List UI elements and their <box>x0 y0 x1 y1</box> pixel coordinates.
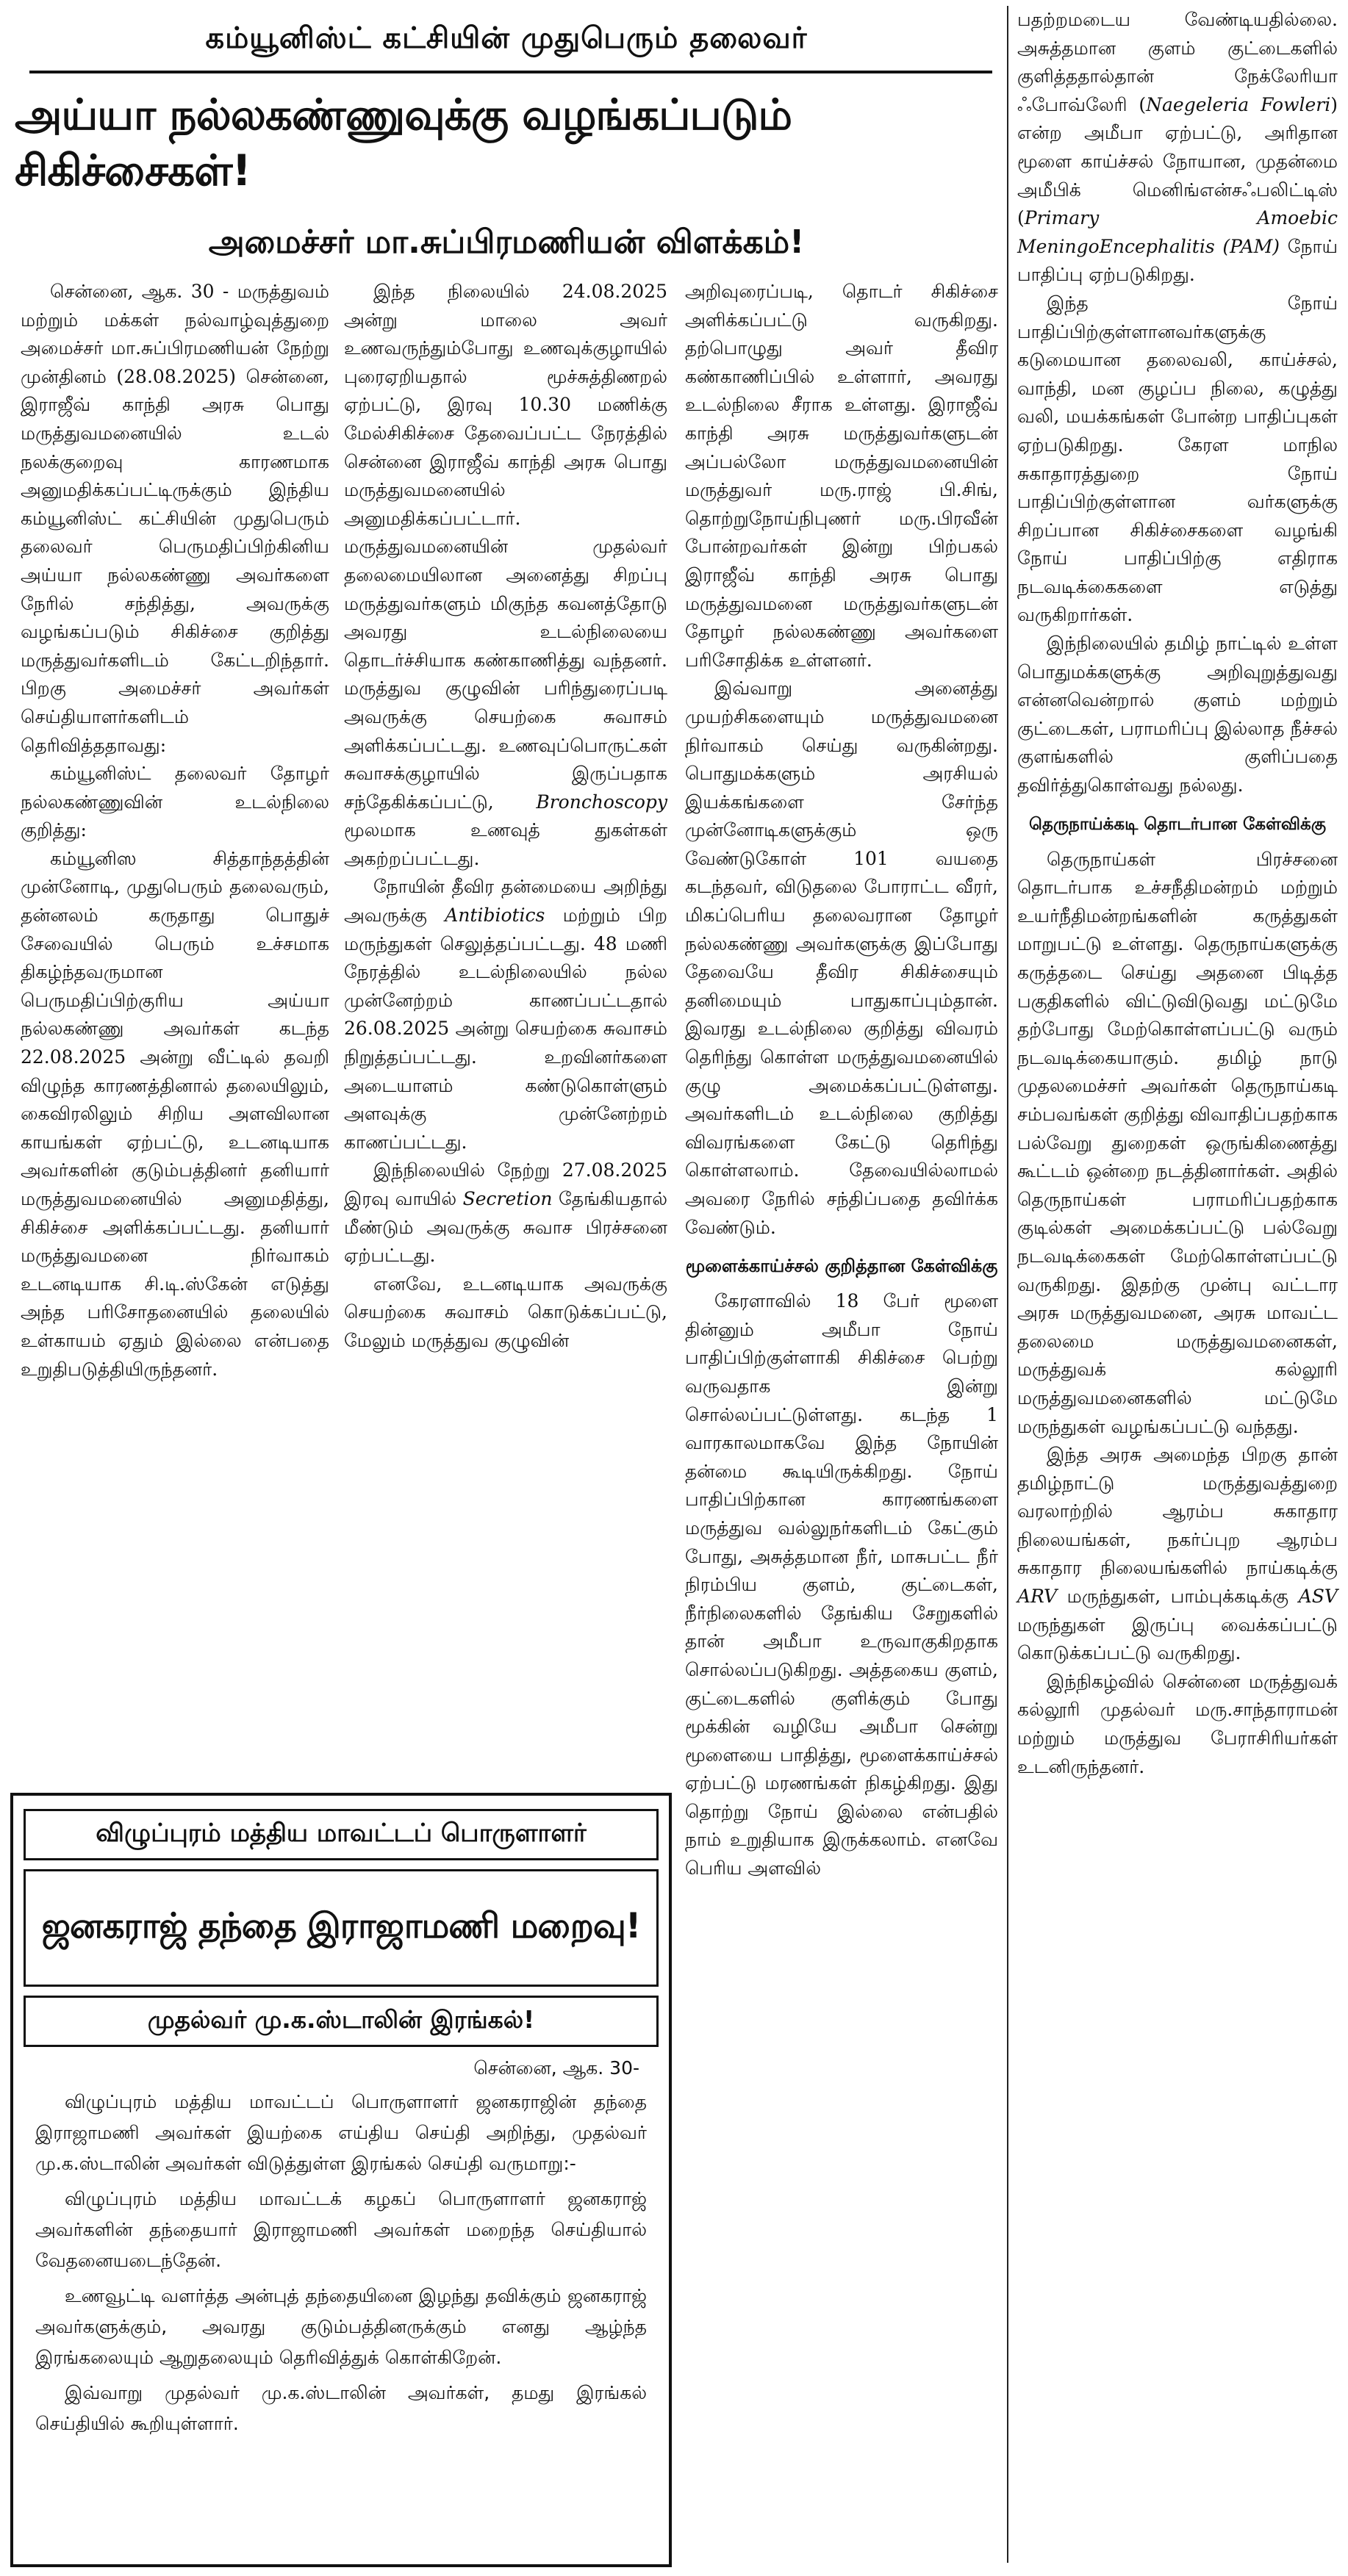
column-4-paragraph-1 <box>1017 6 1338 289</box>
column-3-paragraph-1: அறிவுரைப்படி, தொடர் சிகிச்சை அளிக்கப்பட்டு வருகிறது. தற்பொழுது அவர் தீவிர கண்காணிப்பில் உள்ளார், அவரது உடல்நிலை சீராக உள்ளது. இராஜீவ் காந்தி அரசு மருத்துவர்களுடன் அப்பல்லோ மருத்துவமனையின் மருத்துவர் மரு.ராஜ் பி.சிங், தொற்றுநோய்நிபுணர் மரு.பிரவீன் போன்றவர்கள் இன்று பிற்பகல் இராஜீவ் காந்தி அரசு பொது மருத்துவமனை மருத்துவர்களுடன் தோழர் நல்லகண்ணு அவர்களை பரிசோதிக்க உள்ளனர். <box>685 281 998 671</box>
pam-term: Primary Amoebic MeningoEncephalitis (PAM) <box>1017 207 1338 257</box>
column-2-paragraph-4: எனவே, உடனடியாக அவருக்கு செயற்கை சுவாசம் கொடுக்கப்பட்டு, மேலும் மருத்துவ குழுவின் <box>344 1273 667 1351</box>
column-2-paragraph-1-rest: மூலமாக உணவுத் துகள்கள் அகற்றப்பட்டது. <box>344 819 667 869</box>
column-4-paragraph-1-c: நோய் பாதிப்பு ஏற்படுகிறது. <box>1017 235 1338 286</box>
obituary-body <box>35 2053 647 2560</box>
obituary-dateline: சென்னை, ஆக. 30- <box>473 2057 639 2079</box>
antibiotics-term: Antibiotics <box>445 904 545 927</box>
column-4-paragraph-5-b: மருந்துகள், பாம்புக்கடிக்கு <box>1066 1586 1289 1608</box>
column-4-paragraph-4: தெருநாய்கள் பிரச்சனை தொடர்பாக உச்சநீதிமன்றம் மற்றும் உயர்நீதிமன்றங்களின் கருத்துகள் மாறுபட்டு உள்ளது. தெருநாய்களுக்கு கருத்தடை செய்து அதனை பிடித்த பகுதிகளில் விட்டுவிடுவது மட்டுமே தற்போது மேற்கொள்ளப்பட்டு வரும் நடவடிக்கையாகும். தமிழ் நாடு முதலமைச்சர் அவர்கள் தெருநாய்கடி சம்பவங்கள் குறித்து விவாதிப்பதற்காக பல்வேறு துறைகள் ஒருங்கிணைத்து கூட்டம் ஒன்றை நடத்தினார்கள். அதில் தெருநாய்கள் பராமரிப்பதற்காக குடில்கள் அமைக்கப்பட்டு பல்வேறு நடவடிக்கைகள் மேற்கொள்ளப்பட்டு வருகிறது. இதற்கு முன்பு வட்டார அரசு மருத்துவமனை, அரசு மாவட்ட தலைமை மருத்துவமனைகள், மருத்துவக் கல்லூரி மருத்துவமனைகளில் மட்டுமே மருந்துகள் வழங்கப்பட்டு வந்தது. <box>1017 848 1338 1437</box>
naegleria-term: Naegeleria Fowleri <box>1146 93 1331 115</box>
column-1-paragraph-2: கம்யூனிஸ்ட் தலைவர் தோழர் நல்லகண்ணுவின் உடல்நிலை குறித்து: <box>21 763 329 841</box>
obituary-headline: ஜனகராஜ் தந்தை இராஜாமணி மறைவு! <box>24 1869 659 1987</box>
column-4-paragraph-3: இந்நிலையில் தமிழ் நாட்டில் உள்ள பொதுமக்களுக்கு அறிவுறுத்துவது என்னவென்றால் குளம் மற்றும் குட்டைகள், பராமரிப்பு இல்லாத நீச்சல் குளங்களில் குளிப்பதை தவிர்த்துகொள்வது நல்லது. <box>1017 633 1338 796</box>
obituary-subheadline: முதல்வர் மு.க.ஸ்டாலின் இரங்கல்! <box>24 1996 659 2047</box>
column-2-paragraph-1-text: இந்த நிலையில் 24.08.2025 அன்று மாலை அவர் உணவருந்தும்போது உணவுக்குழாயில் புரைஏறியதால் மூச்சுத்திணறல் ஏற்பட்டு, இரவு 10.30 மணிக்கு மேல்சிகிச்சை தேவைப்பட்ட நேரத்தில் சென்னை இராஜீவ் காந்தி அரசு பொது மருத்துவமனையில் அனுமதிக்கப்பட்டார். மருத்துவமனையின் முதல்வர் தலைமையிலான அனைத்து சிறப்பு மருத்துவர்களும் மிகுந்த கவனத்தோடு அவரது உடல்நிலையை தொடர்ச்சியாக கண்காணித்து வந்தனர். மருத்துவ குழுவின் பரிந்துரைப்படி அவருக்கு செயற்கை சுவாசம் அளிக்கப்பட்டது. உணவுப்பொருட்கள் சுவாசக்குழாயில் இருப்பதாக சந்தேகிக்கப்பட்டு, <box>344 281 667 813</box>
column-2-paragraph-2 <box>344 873 667 1156</box>
column-4-paragraph-5 <box>1017 1441 1338 1668</box>
obituary-paragraph-1: விழுப்புரம் மத்திய மாவட்டப் பொருளாளர் ஜனகராஜின் தந்தை இராஜாமணி அவர்கள் இயற்கை எய்திய செய்தி அறிந்து, முதல்வர் மு.க.ஸ்டாலின் அவர்கள் விடுத்துள்ள இரங்கல் செய்தி வருமாறு:- <box>35 2091 647 2174</box>
obituary-paragraph-3: உணவூட்டி வளர்த்த அன்புத் தந்தையினை இழந்து தவிக்கும் ஜனகராஜ் அவர்களுக்கும், அவரது குடும்பத்தினருக்கும் எனது ஆழ்ந்த இரங்கலையும் ஆறுதலையும் தெரிவித்துக் கொள்கிறேன். <box>35 2285 647 2368</box>
article-column-1 <box>21 278 329 1777</box>
column-2-paragraph-1 <box>344 278 667 873</box>
column-4-paragraph-6: இந்நிகழ்வில் சென்னை மருத்துவக் கல்லூரி முதல்வர் மரு.சாந்தாராமன் மற்றும் மருத்துவ பேராசிரியர்கள் உடனிருந்தனர். <box>1017 1670 1338 1777</box>
column-2-paragraph-2-b: மற்றும் பிற மருந்துகள் செலுத்தப்பட்டது. 48 மணி நேரத்தில் உடல்நிலையில் நல்ல முன்னேற்றம் காணப்பட்டதால் 26.08.2025 அன்று செயற்கை சுவாசம் நிறுத்தப்பட்டது. உறவினர்களை அடையாளம் கண்டுகொள்ளும் அளவுக்கு முன்னேற்றம் காணப்பட்டது. <box>344 904 667 1153</box>
column-3-paragraph-2: இவ்வாறு அனைத்து முயற்சிகளையும் மருத்துவமனை நிர்வாகம் செய்து வருகின்றது. பொதுமக்களும் அரசியல் இயக்கங்களை சேர்ந்த முன்னோடிகளுக்கும் ஒரு வேண்டுகோள் 101 வயதை கடந்தவர், விடுதலை போராட்ட வீரர், மிகப்பெரிய தலைவரான தோழர் நல்லகண்ணு அவர்களுக்கு இப்போது தேவையே தீவிர சிகிச்சையும் தனிமையும் பாதுகாப்பும்தான். இவரது உடல்நிலை குறித்து விவரம் தெரிந்து கொள்ள மருத்துவமனையில் குழு அமைக்கப்பட்டுள்ளது. அவர்களிடம் உடல்நிலை குறித்து விவரங்களை கேட்டு தெரிந்து கொள்ளலாம். தேவையில்லாமல் அவரை நேரில் சந்திப்பதை தவிர்க்க வேண்டும். <box>685 677 998 1238</box>
subheading-brain-fever: மூளைக்காய்ச்சல் குறித்தான கேள்விக்கு <box>685 1256 998 1277</box>
column-1-paragraph-1: சென்னை, ஆக. 30 - மருத்துவம் மற்றும் மக்கள் நல்வாழ்வுத்துறை அமைச்சர் மா.சுப்பிரமணியன் நேற்று முன்தினம் (28.08.2025) சென்னை, இராஜீவ் காந்தி அரசு பொது மருத்துவமனையில் உடல் நலக்குறைவு காரணமாக அனுமதிக்கப்பட்டிருக்கும் இந்திய கம்யூனிஸ்ட் கட்சியின் முதுபெரும் தலைவர் பெருமதிப்பிற்கினிய அய்யா நல்லகண்ணு அவர்களை நேரில் சந்தித்து, அவருக்கு வழங்கப்படும் சிகிச்சை குறித்து மருத்துவர்களிடம் கேட்டறிந்தார். பிறகு அமைச்சர் அவர்கள் செய்தியாளர்களிடம் தெரிவித்ததாவது: <box>21 281 329 756</box>
story-subheadline: அமைச்சர் மா.சுப்பிரமணியன் விளக்கம்! <box>208 223 805 261</box>
article-column-4 <box>1017 6 1338 2570</box>
column-4-paragraph-2: இந்த நோய் பாதிப்பிற்குள்ளானவர்களுக்கு கடுமையான தலைவலி, காய்ச்சல், வாந்தி, மன குழப்ப நிலை, கழுத்து வலி, மயக்கங்கள் போன்ற பாதிப்புகள் ஏற்படுகிறது. கேரள மாநில சுகாதாரத்துறை நோய் பாதிப்பிற்குள்ளான வர்களுக்கு சிறப்பான சிகிச்சைகளை வழங்கி நோய் பாதிப்பிற்கு எதிராக நடவடிக்கைகளை எடுத்து வருகிறார்கள். <box>1017 292 1338 626</box>
column-divider <box>1007 6 1008 2563</box>
subheading-stray-dogs: தெருநாய்க்கடி தொடர்பான கேள்விக்கு <box>1028 814 1327 834</box>
article-column-3 <box>685 278 998 2563</box>
obituary-kicker: விழுப்புரம் மத்திய மாவட்டப் பொருளாளர் <box>24 1809 659 1860</box>
column-2-paragraph-2-a: நோயின் தீவிர தன்மையை அறிந்து அவருக்கு <box>344 876 667 927</box>
column-2-paragraph-3 <box>344 1156 667 1270</box>
obituary-paragraph-2: விழுப்புரம் மத்திய மாவட்டக் கழகப் பொருளாளர் ஜனகராஜ் அவர்களின் தந்தையார் இராஜாமணி அவர்கள் மறைந்த செய்தியால் வேதனையடைந்தேன். <box>35 2188 647 2271</box>
secretion-term: Secretion <box>462 1188 553 1209</box>
asv-term: ASV <box>1298 1586 1338 1608</box>
column-4-paragraph-5-a: இந்த அரசு அமைந்த பிறகு தான் தமிழ்நாட்டு மருத்துவத்துறை வரலாற்றில் ஆரம்ப சுகாதார நிலையங்கள், நகர்ப்புற ஆரம்ப சுகாதார நிலையங்களில் நாய்கடிக்கு <box>1017 1444 1338 1579</box>
story-headline: அய்யா நல்லகண்ணுவுக்கு வழங்கப்படும் சிகிச்சைகள்! <box>15 90 792 195</box>
column-3-paragraph-3: கேரளாவில் 18 பேர் மூளை தின்னும் அமீபா நோய் பாதிப்பிற்குள்ளாகி சிகிச்சை பெற்று வருவதாக இன்று சொல்லப்பட்டுள்ளது. கடந்த 1 வாரகாலமாகவே இந்த நோயின் தன்மை கூடியிருக்கிறது. நோய் பாதிப்பிற்கான காரணங்களை மருத்துவ வல்லுநர்களிடம் கேட்கும் போது, அசுத்தமான நீர், மாசுபட்ட நீர் நிரம்பிய குளம், குட்டைகள், நீர்நிலைகளில் தேங்கிய சேறுகளில் தான் அமீபா உருவாகுகிறதாக சொல்லப்படுகிறது. அத்தகைய குளம், குட்டைகளில் குளிக்கும் போது மூக்கின் வழியே அமீபா சென்று மூளையை பாதித்து, மூளைக்காய்ச்சல் ஏற்பட்டு மரணங்கள் நிகழ்கிறது. இது தொற்று நோய் இல்லை என்பதில் நாம் உறுதியாக இருக்கலாம். எனவே பெரிய அளவில் <box>685 1290 998 1879</box>
obituary-paragraph-4: இவ்வாறு முதல்வர் மு.க.ஸ்டாலின் அவர்கள், தமது இரங்கல் செய்தியில் கூறியுள்ளார். <box>35 2382 647 2434</box>
bronchoscopy-term: Bronchoscopy <box>536 791 667 813</box>
column-4-paragraph-5-c: மருந்துகள் இருப்பு வைக்கப்பட்டு கொடுக்கப்பட்டு வருகிறது. <box>1017 1613 1338 1664</box>
story-kicker: கம்யூனிஸ்ட் கட்சியின் முதுபெரும் தலைவர் <box>205 21 808 55</box>
column-2-paragraph-3-b: தேங்கியதால் மீண்டும் அவருக்கு சுவாச பிரச்சனை ஏற்பட்டது. <box>344 1188 667 1267</box>
article-column-2 <box>344 278 667 1777</box>
column-1-paragraph-3: கம்யூனிஸ சித்தாந்தத்தின் முன்னோடி, முதுபெரும் தலைவரும், தன்னலம் கருதாது பொதுச் சேவையில் பெரும் உச்சமாக திகழ்ந்தவருமான பெருமதிப்பிற்குரிய அய்யா நல்லகண்ணு அவர்கள் கடந்த 22.08.2025 அன்று வீட்டில் தவறி விழுந்த காரணத்தினால் தலையிலும், கைவிரலிலும் சிறிய அளவிலான காயங்கள் ஏற்பட்டு, உடனடியாக அவர்களின் குடும்பத்தினர் தனியார் மருத்துவமனையில் அனுமதித்து, சிகிச்சை அளிக்கப்பட்டது. தனியார் மருத்துவமனை நிர்வாகம் உடனடியாக சி.டி.ஸ்கேன் எடுத்து அந்த பரிசோதனையில் தலையில் உள்காயம் ஏதும் இல்லை என்பதை உறுதிபடுத்தியிருந்தனர். <box>21 847 329 1380</box>
column-4-paragraph-1-a: பதற்றமடைய வேண்டியதில்லை. அசுத்தமான குளம் குட்டைகளில் குளித்ததால்தான் நேக்லேரியா ஃபோவ்லேரி ( <box>1017 9 1338 115</box>
arv-term: ARV <box>1017 1586 1058 1608</box>
header-rule <box>29 71 992 73</box>
column-4-paragraph-1-b: ) என்ற அமீபா ஏற்பட்டு, அரிதான மூளை காய்ச்சல் நோயான, முதன்மை அமீபிக் மெனிங்என்சஃபலிட்டிஸ் ( <box>1017 93 1338 229</box>
obituary-box <box>10 1793 672 2567</box>
column-2-paragraph-3-a: இந்நிலையில் நேற்று 27.08.2025 இரவு வாயில் <box>344 1159 667 1209</box>
